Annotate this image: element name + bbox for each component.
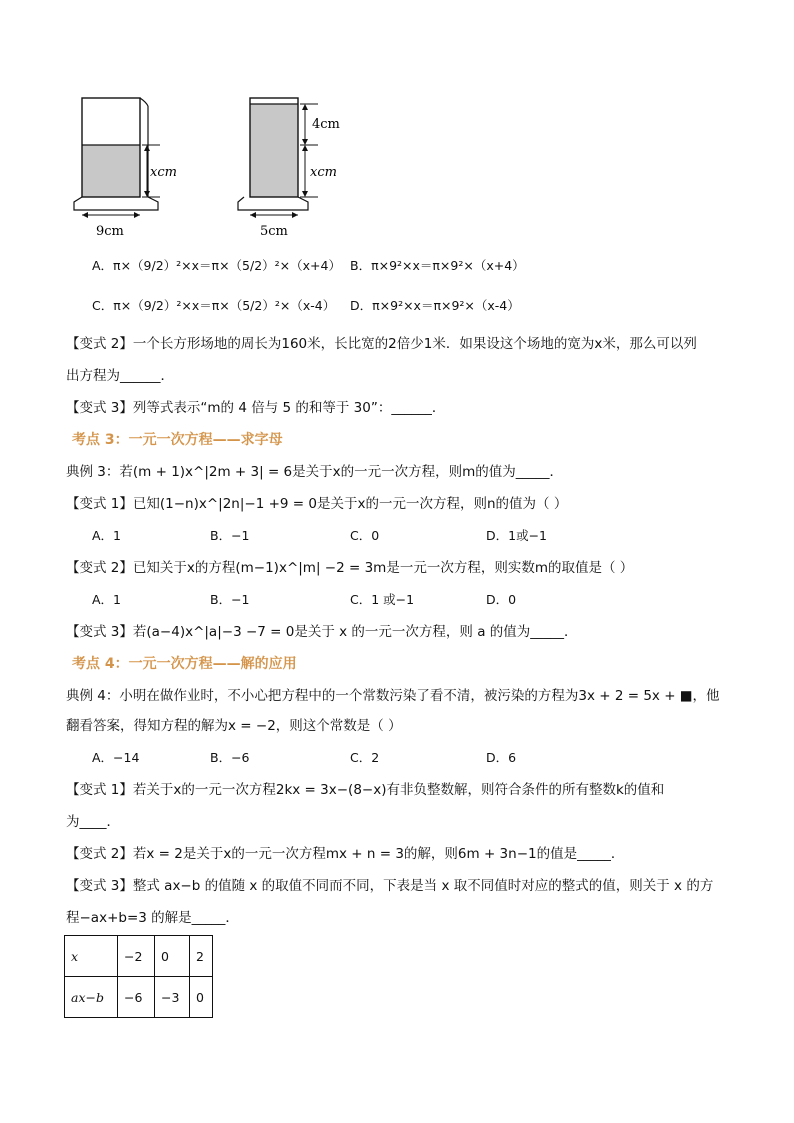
ex3-v2-option-d: D．0: [486, 592, 517, 607]
section-heading-3: 考点 3：一元一次方程——求字母: [72, 432, 283, 448]
table-cell: −3: [155, 977, 190, 1018]
option-a: A．π×（9/2）²×x＝π×（5/2）²×（x+4）: [92, 258, 341, 273]
ex3-v1-option-a: A．1: [92, 528, 122, 543]
ex3-v1-option-b: B．−1: [210, 528, 250, 543]
ex3-v2-option-c: C．1 或−1: [350, 592, 415, 607]
ex3-v2-option-a: A．1: [92, 592, 122, 607]
table-cell: x: [65, 936, 118, 977]
table-cell: −2: [118, 936, 155, 977]
ex3-v1-option-d: D．1或−1: [486, 528, 548, 543]
right-width-label: 5cm: [260, 224, 288, 239]
ex3-v2-option-b: B．−1: [210, 592, 250, 607]
variant2-line1: 【变式 2】一个长方形场地的周长为160米，长比宽的2倍少1米．如果设这个场地的宽为x米，那么可以列: [66, 336, 697, 352]
variant3: 【变式 3】列等式表示“m的 4 倍与 5 的和等于 30”：______．: [66, 400, 446, 416]
example-3-variant-3: 【变式 3】若(a−4)x^|a|−3 −7 = 0是关于 x 的一元一次方程，则 a 的值为_____．: [66, 624, 578, 640]
left-height-label: xcm: [150, 165, 177, 180]
variant2-line2: 出方程为______．: [66, 368, 174, 384]
ex4-option-b: B．−6: [210, 750, 250, 765]
option-b: B．π×9²×x＝π×9²×（x+4）: [350, 258, 525, 273]
value-table: [64, 935, 213, 1018]
right-top-label: 4cm: [312, 117, 340, 132]
ex3-v1-option-c: C．0: [350, 528, 380, 543]
option-d: D．π×9²×x＝π×9²×（x-4）: [350, 298, 520, 313]
ex4-option-c: C．2: [350, 750, 380, 765]
ex4-variant-1-line2: 为____．: [66, 814, 120, 830]
right-height-label: xcm: [310, 165, 337, 180]
table-cell: 0: [155, 936, 190, 977]
ex4-variant-1-line1: 【变式 1】若关于x的一元一次方程2kx = 3x−(8−x)有非负整数解，则符合条件的所有整数k的值和: [66, 782, 665, 798]
example-3-variant-2: 【变式 2】已知关于x的方程(m−1)x^|m| −2 = 3m是一元一次方程，则实数m的取值是（ ）: [66, 560, 634, 576]
table-cell: 2: [190, 936, 213, 977]
left-width-label: 9cm: [96, 224, 124, 239]
example-3-variant-1: 【变式 1】已知(1−n)x^|2n|−1 +9 = 0是关于x的一元一次方程，则n的值为（ ）: [66, 496, 568, 512]
ex4-option-a: A．−14: [92, 750, 140, 765]
ex4-option-d: D．6: [486, 750, 517, 765]
ex4-variant-2: 【变式 2】若x = 2是关于x的一元一次方程mx + n = 3的解，则6m + 3n−1的值是_____．: [66, 846, 625, 862]
left-cylinder: [74, 98, 160, 218]
table-cell: ax−b: [65, 977, 118, 1018]
example-3: 典例 3：若(m + 1)x^|2m + 3| = 6是关于x的一元一次方程，则m的值为_____．: [66, 464, 564, 480]
table-row: [65, 936, 213, 977]
example-4-line2: 翻看答案，得知方程的解为x = −2，则这个常数是（ ）: [66, 718, 402, 734]
section-heading-4: 考点 4：一元一次方程——解的应用: [72, 656, 297, 672]
example-4-line1: 典例 4：小明在做作业时，不小心把方程中的一个常数污染了看不清，被污染的方程为3x + 2 = 5x + ■，他: [66, 688, 720, 704]
table-cell: −6: [118, 977, 155, 1018]
ex4-variant-3-line2: 程−ax+b=3 的解是_____．: [66, 910, 239, 926]
cylinder-figure: [60, 90, 360, 240]
right-cylinder: [238, 98, 318, 218]
ex4-variant-3-line1: 【变式 3】整式 ax−b 的值随 x 的取值不同而不同，下表是当 x 取不同值时对应的整式的值，则关于 x 的方: [66, 878, 714, 894]
table-cell: 0: [190, 977, 213, 1018]
table-row: [65, 977, 213, 1018]
option-c: C．π×（9/2）²×x＝π×（5/2）²×（x-4）: [92, 298, 336, 313]
